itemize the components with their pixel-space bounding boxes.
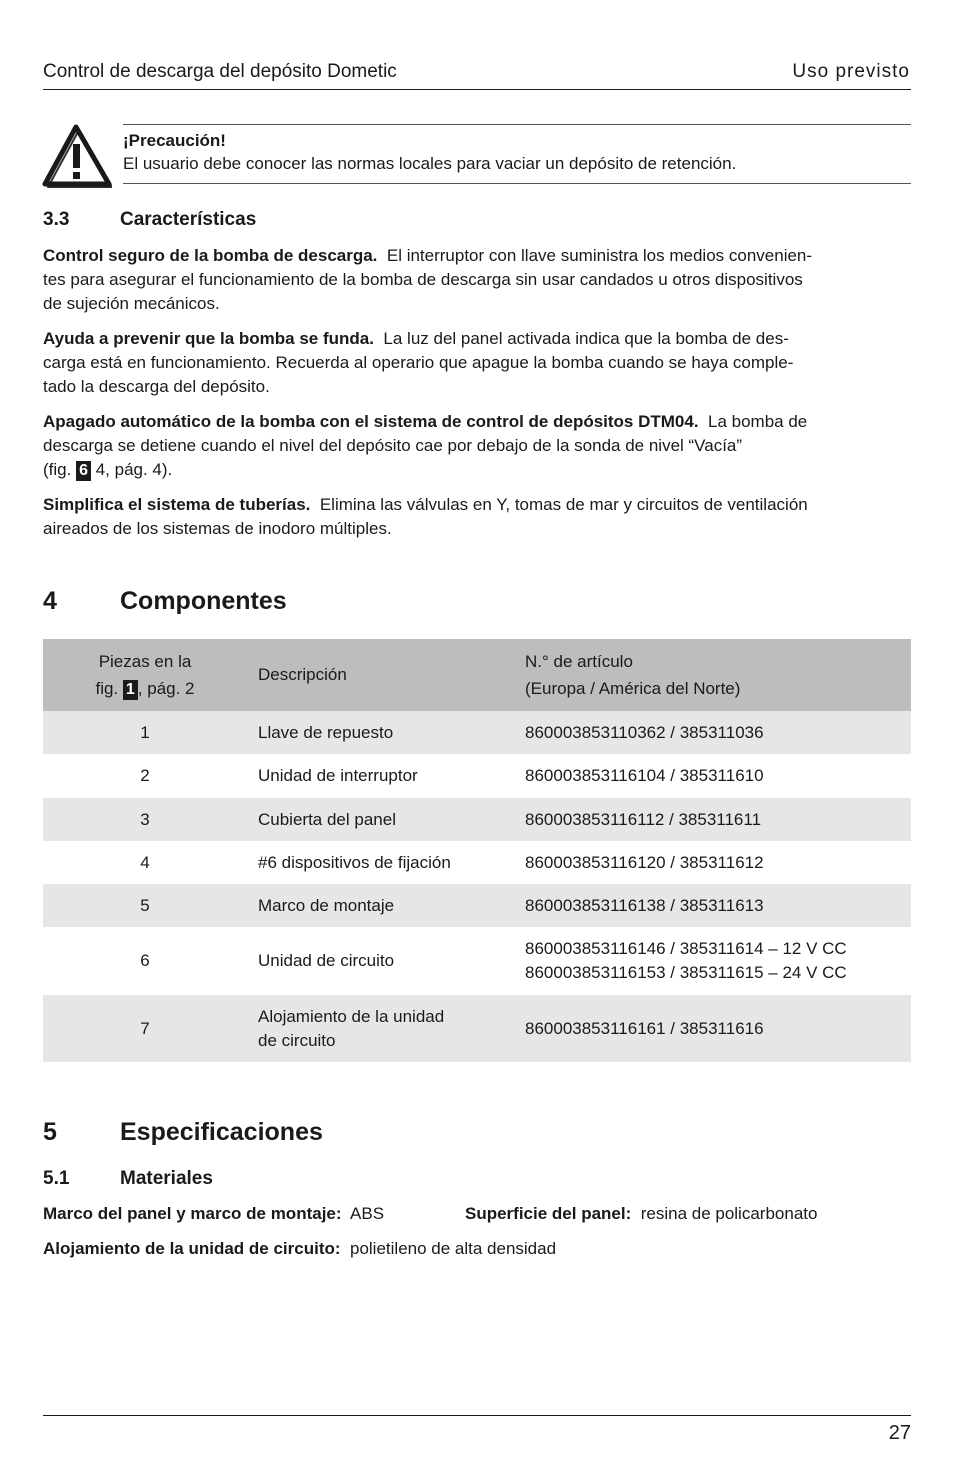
table-row (43, 754, 911, 798)
row-part-number: 6 (140, 951, 150, 970)
row-part-number: 3 (43, 798, 247, 841)
feature-text-line: La luz del panel activada indica que la bomba de des- (383, 329, 789, 348)
table-row (43, 995, 911, 1062)
row-part-number: 5 (43, 884, 247, 927)
feature-paragraph (43, 244, 911, 316)
section-5-1-title: Materiales (120, 1168, 213, 1189)
row-article-number: 860003853110362 / 385311036 (525, 711, 911, 754)
row-description: Llave de repuesto (247, 711, 525, 754)
figure-ref-suffix: 4, pág. 4). (95, 460, 173, 479)
feature-text-line: El interruptor con llave suministra los medios convenien- (386, 246, 813, 265)
spec-label: Superficie del panel: (465, 1204, 632, 1223)
caution-text: El usuario debe conocer las normas locales para vaciar un depósito de retención. (123, 154, 737, 173)
article-variant-24v: 860003853116153 / 385311615 – 24 V CC (525, 963, 847, 982)
row-description: Unidad de circuito (258, 951, 395, 970)
header-description: Descripción (247, 639, 525, 711)
row-article-number: 860003853116112 / 385311611 (525, 798, 911, 841)
row-article-number: 860003853116138 / 385311613 (525, 884, 911, 927)
table-row (43, 841, 911, 884)
row-description: Cubierta del panel (247, 798, 525, 841)
feature-lead: Control seguro de la bomba de descarga. (43, 246, 378, 265)
spec-item (43, 1204, 384, 1224)
figure-number-badge: 1 (123, 680, 138, 700)
row-article-number: 860003853116120 / 385311612 (525, 852, 764, 872)
row-article-number: 860003853116161 / 385311616 (525, 995, 911, 1062)
caution-top-rule (123, 124, 911, 125)
feature-text-line: descarga se detiene cuando el nivel del depósito cae por debajo de la sonda de nivel “Vacía” (43, 436, 743, 455)
header-divider (43, 89, 911, 90)
caution-title: ¡Precaución! (123, 131, 226, 150)
spec-value: resina de policarbonato (640, 1204, 818, 1223)
feature-lead: Apagado automático de la bomba con el sistema de control de depósitos DTM04. (43, 412, 699, 431)
warning-triangle-icon (42, 124, 112, 188)
row-part-number: 2 (140, 766, 150, 785)
section-name: Uso previsto (792, 61, 910, 82)
table-row (43, 927, 911, 995)
section-5-number: 5 (43, 1118, 57, 1146)
row-description (247, 995, 525, 1062)
table-row (43, 798, 911, 841)
row-description: #6 dispositivos de fijación (258, 852, 451, 872)
header-fig-suffix: , pág. 2 (137, 679, 195, 698)
table-row (43, 711, 911, 754)
section-4-title: Componentes (120, 587, 287, 615)
row-part-number: 7 (43, 995, 247, 1062)
page-number: 27 (888, 1422, 911, 1444)
spec-value: polietileno de alta densidad (350, 1239, 557, 1258)
section-4-number: 4 (43, 587, 57, 615)
row-article-number (525, 927, 911, 995)
feature-text-line: tes para asegurar el funcionamiento de la bomba de descarga sin usar candados u otros dispositivos (43, 270, 803, 289)
header-fig-prefix: fig. (95, 679, 119, 698)
footer-divider (43, 1415, 911, 1416)
figure-ref-prefix: (fig. (43, 460, 72, 479)
feature-text-line: carga está en funcionamiento. Recuerda al operario que apague la bomba cuando se haya comple- (43, 353, 794, 372)
feature-paragraph (43, 410, 911, 482)
feature-lead: Simplifica el sistema de tuberías. (43, 495, 311, 514)
row-part-number: 4 (140, 852, 150, 872)
header-article-line1: N.° de artículo (525, 652, 633, 671)
figure-reference (43, 460, 172, 479)
feature-paragraph (43, 327, 911, 399)
article-variant-12v: 860003853116146 / 385311614 – 12 V CC (525, 939, 847, 958)
header-article-number (525, 639, 911, 711)
header-article-line2: (Europa / América del Norte) (525, 679, 741, 698)
section-5-title: Especificaciones (120, 1118, 323, 1146)
row-description: Unidad de interruptor (258, 766, 418, 785)
feature-lead: Ayuda a prevenir que la bomba se funda. (43, 329, 374, 348)
spec-item (465, 1204, 817, 1224)
spec-label: Alojamiento de la unidad de circuito: (43, 1239, 341, 1258)
description-line: de circuito (258, 1030, 336, 1050)
figure-number-badge: 6 (76, 461, 91, 481)
row-article-number: 860003853116104 / 385311610 (525, 766, 764, 785)
components-table (43, 639, 911, 1062)
row-part-number: 1 (43, 711, 247, 754)
header-parts-line1: Piezas en la (98, 652, 192, 671)
caution-bottom-rule (123, 183, 911, 184)
row-description: Marco de montaje (247, 884, 525, 927)
spec-item (43, 1239, 556, 1259)
section-5-1-number: 5.1 (43, 1168, 70, 1189)
description-line: Alojamiento de la unidad (258, 1006, 445, 1026)
spec-value: ABS (350, 1204, 385, 1223)
section-3-3-number: 3.3 (43, 209, 70, 230)
table-header-row (43, 639, 911, 711)
feature-text-line: tado la descarga del depósito. (43, 377, 270, 396)
feature-paragraph (43, 493, 911, 541)
feature-text-line: de sujeción mecánicos. (43, 294, 220, 313)
document-title: Control de descarga del depósito Dometic (43, 61, 397, 82)
header-parts-line2 (43, 675, 247, 702)
feature-text-line: Elimina las válvulas en Y, tomas de mar y circuitos de ventilación (319, 495, 808, 514)
table-row (43, 884, 911, 927)
feature-text-line: aireados de los sistemas de inodoro múltiples. (43, 519, 392, 538)
section-3-3-title: Características (120, 209, 257, 230)
feature-text-line: La bomba de (708, 412, 808, 431)
header-parts (43, 639, 247, 711)
spec-label: Marco del panel y marco de montaje: (43, 1204, 342, 1223)
